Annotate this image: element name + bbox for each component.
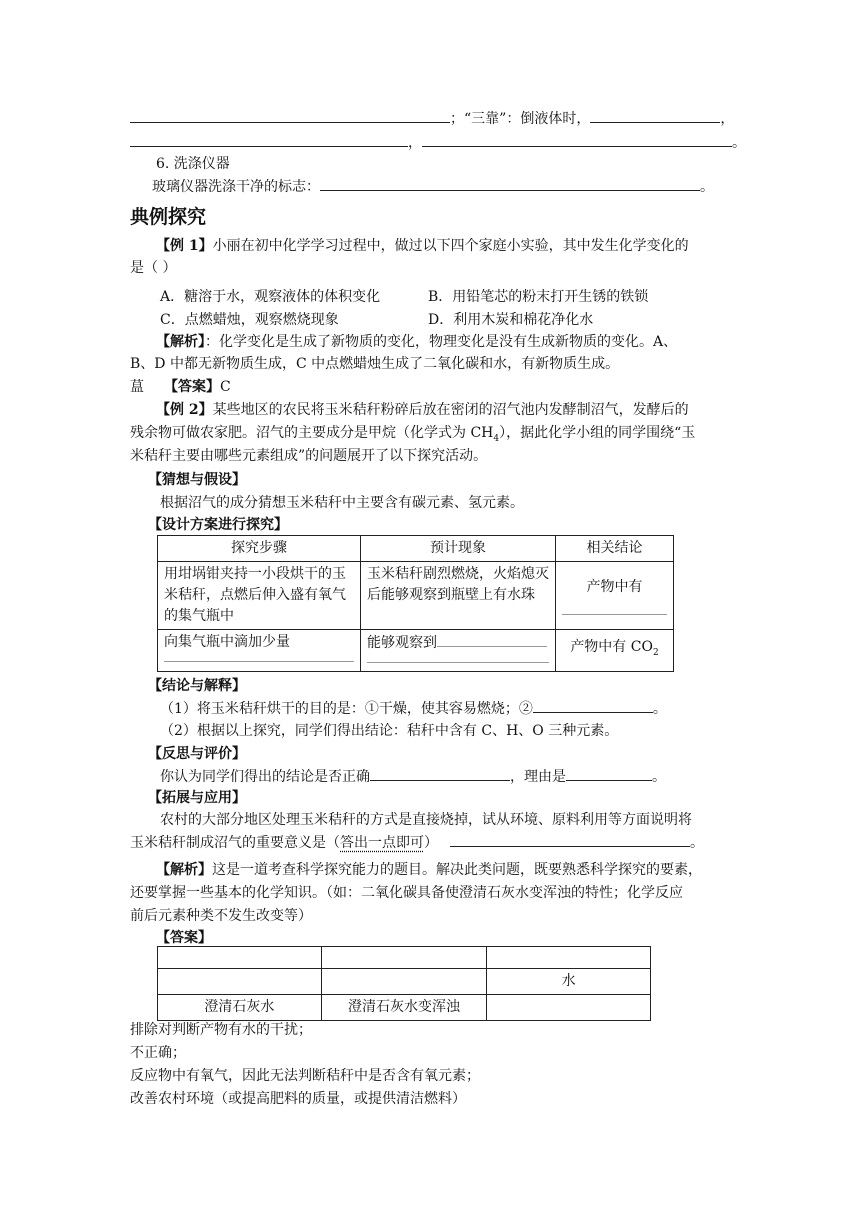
extension-line2: 玉米秸秆制成沼气的重要意义是（答出一点即可） 。 (130, 832, 704, 853)
ex1-analysis-line2: B、D 中都无新物质生成，C 中点燃蜡烛生成了二氧化碳和水，有新物质生成。 (130, 356, 620, 372)
section-title: 典例探究 (130, 206, 207, 228)
answer-table-cell: 水 (487, 969, 651, 995)
design-table (157, 535, 674, 672)
hypothesis-text: 根据沼气的成分猜想玉米秸秆中主要含有碳元素、氢元素。 (160, 495, 524, 511)
item-6-heading: 6. 洗涤仪器 (156, 156, 230, 172)
answer-table-cell (487, 947, 651, 969)
ex2-analysis-line2: 还要掌握一些基本的化学知识。（如：二氧化碳具备使澄清石灰水变浑浊的特性；化学反应 (130, 885, 683, 901)
blank[interactable] (533, 698, 653, 713)
ex2-answer-heading: 【答案】 (156, 930, 212, 946)
answer-table-cell: 澄清石灰水 (158, 995, 322, 1021)
fill-line-1: ；“三靠”：倒液体时， ， (130, 108, 734, 129)
answer-table-cell (321, 969, 487, 995)
conclusion-line1: （1）将玉米秸秆烘干的目的是：①干燥，使其容易燃烧；② 。 (160, 698, 667, 719)
fill-line-2: ， 。 (130, 132, 746, 153)
reflection-heading: 【反思与评价】 (148, 746, 246, 762)
design-table-cell: 能够观察到 (361, 630, 556, 672)
ex2-question-line1: 【例 2】某些地区的农民将玉米秸秆粉碎后放在密闭的沼气池内发酵制沼气，发酵后的 (156, 402, 689, 418)
ex2-analysis-line1: 【解析】这是一道考查科学探究能力的题目。解决此类问题，既要熟悉科学探究的要素， (156, 862, 702, 878)
answer-table (157, 946, 651, 1021)
blank[interactable] (562, 604, 667, 615)
answer-table-cell (321, 947, 487, 969)
design-table-header: 探究步骤 (158, 536, 361, 562)
design-table-cell: 产物中有 $CO_2$ (556, 630, 674, 672)
answer-table-cell (158, 969, 322, 995)
blank[interactable] (590, 108, 720, 123)
ex1-option-a: A．糖溶于水，观察液体的体积变化 (160, 289, 381, 305)
answer-line4: 改善农村环境（或提高肥料的质量，或提供清洁燃料） (130, 1091, 466, 1107)
answer-table-cell (487, 995, 651, 1021)
design-table-cell: 向集气瓶中滴加少量 (158, 630, 361, 672)
ex2-analysis-line3: 前后元素种类不发生改变等） (130, 908, 312, 924)
emphasis-dotted: 答出一点即可 (340, 835, 424, 851)
blank[interactable] (450, 832, 690, 847)
ex1-analysis-line1: 【解析】：化学变化是生成了新物质的变化，物理变化是没有生成新物质的变化。A、 (156, 334, 678, 350)
ex1-question-line1: 【例 1】小丽在初中化学学习过程中，做过以下四个家庭小实验，其中发生化学变化的 (156, 238, 689, 254)
conclusion-heading: 【结论与解释】 (148, 678, 246, 694)
blank[interactable] (130, 132, 408, 147)
blank[interactable] (320, 176, 700, 191)
extension-heading: 【拓展与应用】 (148, 790, 246, 806)
blank[interactable] (130, 108, 450, 123)
answer-line1: 排除对判断产物有水的干扰； (130, 1022, 312, 1038)
blank[interactable] (566, 766, 652, 781)
answer-line2: 不正确； (130, 1045, 186, 1061)
design-heading: 【设计方案进行探究】 (148, 517, 288, 533)
design-table-cell: 用坩埚钳夹持一小段烘干的玉米秸秆，点燃后伸入盛有氧气的集气瓶中 (158, 562, 361, 630)
design-table-cell: 产物中有 (556, 562, 674, 630)
answer-line3: 反应物中有氧气，因此无法判断秸秆中是否含有氧元素； (130, 1068, 480, 1084)
answer-table-cell (158, 947, 322, 969)
clean-standard-line: 玻璃仪器洗涤干净的标志： 。 (152, 176, 714, 197)
ex1-option-c: C．点燃蜡烛，观察燃烧现象 (160, 312, 339, 328)
ex1-answer-line: 蒀 【答案】C (130, 379, 231, 395)
hypothesis-heading: 【猜想与假设】 (148, 472, 246, 488)
conclusion-line2: （2）根据以上探究，同学们得出结论：秸秆中含有 C、H、O 三种元素。 (160, 723, 619, 739)
blank[interactable] (164, 653, 354, 662)
ex2-question-line2: 残余物可做农家肥。沼气的主要成分是甲烷（化学式为 $CH_4$），据此化学小组的同学围绕“玉 (130, 425, 696, 444)
design-table-cell: 玉米秸秆剧烈燃烧，火焰熄灭后能够观察到瓶壁上有水珠 (361, 562, 556, 630)
blank[interactable] (437, 632, 547, 647)
ex1-option-d: D．利用木炭和棉花净化水 (428, 312, 594, 328)
extension-line1: 农村的大部分地区处理玉米秸秆的方式是直接烧掉，试从环境、原料利用等方面说明将 (160, 812, 692, 828)
reflection-line: 你认为同学们得出的结论是否正确 ，理由是 。 (160, 766, 666, 787)
blank[interactable] (367, 654, 549, 663)
ex1-question-line2: 是（ ） (130, 260, 177, 276)
design-table-header: 相关结论 (556, 536, 674, 562)
blank[interactable] (370, 766, 510, 781)
blank[interactable] (422, 132, 732, 147)
design-table-header: 预计现象 (361, 536, 556, 562)
ex2-question-line3: 米秸秆主要由哪些元素组成”的问题展开了以下探究活动。 (130, 448, 488, 464)
ex1-option-b: B．用铅笔芯的粉末打开生锈的铁锁 (428, 289, 649, 305)
answer-table-cell: 澄清石灰水变浑浊 (321, 995, 487, 1021)
